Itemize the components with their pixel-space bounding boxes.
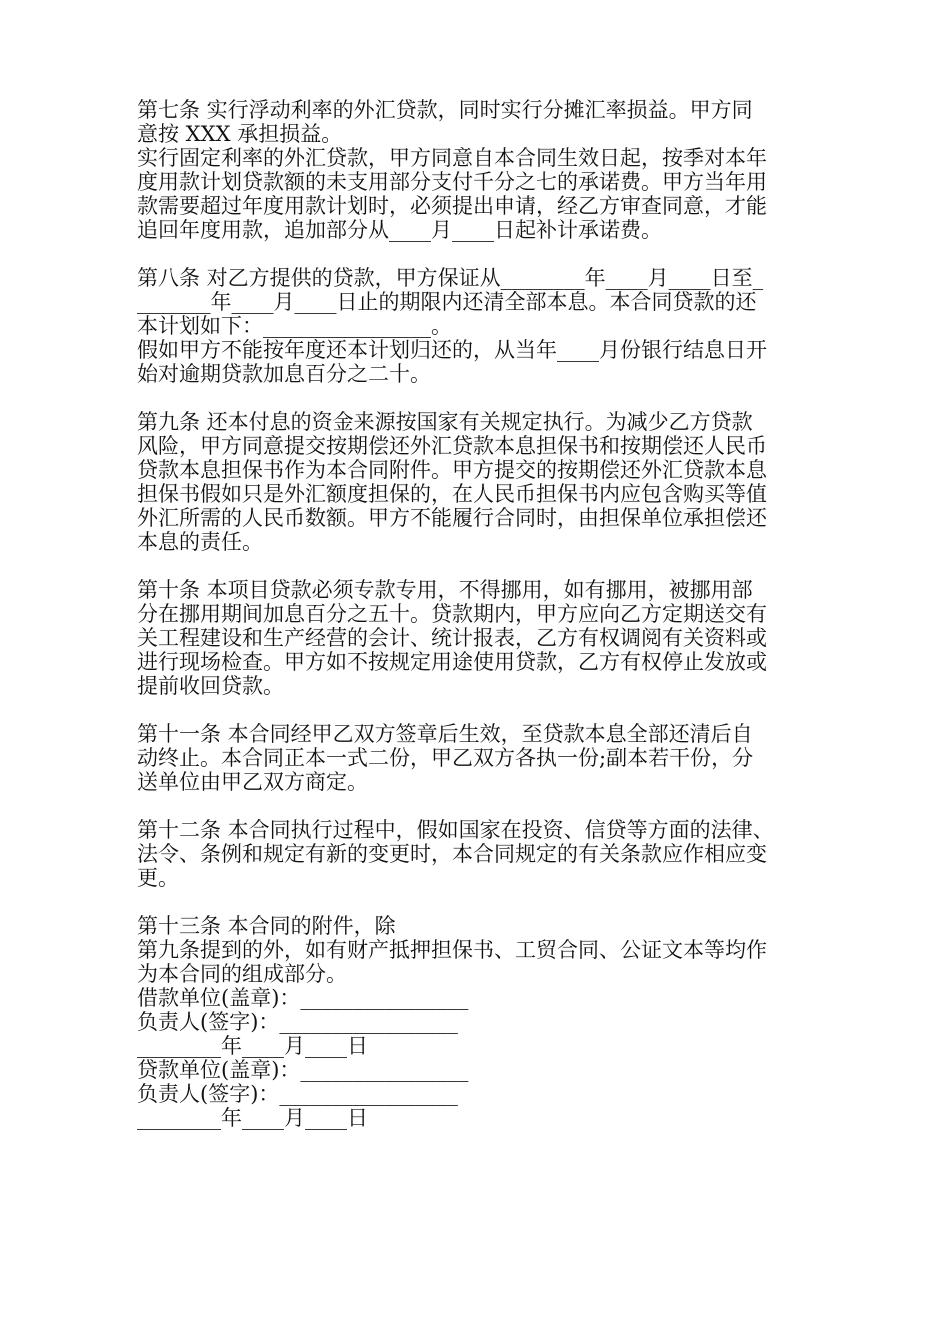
lender-signatory-line: 负责人(签字)：_________________ [137, 1082, 458, 1106]
lender-seal-line: 贷款单位(盖章)：________________ [137, 1058, 469, 1082]
clause-line: 为本合同的组成部分。 [137, 962, 347, 986]
clause-line: 本息的责任。 [137, 530, 263, 554]
paragraph-gap [137, 242, 827, 266]
clause-line: 第十条 本项目贷款必须专款专用，不得挪用，如有挪用，被挪用部 [137, 578, 753, 602]
clause-line: _______年____月____日止的期限内还清全部本息。本合同贷款的还 [137, 290, 757, 314]
clause-line: 贷款本息担保书作为本合同附件。甲方提交的按期偿还外汇贷款本息 [137, 458, 767, 482]
clause-line: 第十二条 本合同执行过程中，假如国家在投资、信贷等方面的法律、 [137, 818, 774, 842]
paragraph-gap [137, 794, 827, 818]
clause-line: 第九条提到的外，如有财产抵押担保书、工贸合同、公证文本等均作 [137, 938, 767, 962]
clause-line: 追回年度用款，追加部分从____月____日起补计承诺费。 [137, 218, 662, 242]
clause-line: 担保书假如只是外汇额度担保的，在人民币担保书内应包含购买等值 [137, 482, 767, 506]
clause-line: 第九条 还本付息的资金来源按国家有关规定执行。为减少乙方贷款 [137, 410, 753, 434]
clause-8 [137, 266, 827, 386]
clause-line: 送单位由甲乙双方商定。 [137, 770, 368, 794]
clause-line: 第八条 对乙方提供的贷款，甲方保证从________年____月____日至_ [137, 266, 764, 290]
clause-line: 风险，甲方同意提交按期偿还外汇贷款本息担保书和按期偿还人民币 [137, 434, 767, 458]
paragraph-gap [137, 554, 827, 578]
clause-line: 第十一条 本合同经甲乙双方签章后生效，至贷款本息全部还清后自 [137, 722, 753, 746]
clause-12 [137, 818, 827, 890]
clause-line: 实行固定利率的外汇贷款，甲方同意自本合同生效日起，按季对本年 [137, 146, 767, 170]
clause-line: 第七条 实行浮动利率的外汇贷款，同时实行分摊汇率损益。甲方同 [137, 98, 753, 122]
clause-line: 意按 XXX 承担损益。 [137, 122, 343, 146]
clause-line: 更。 [137, 866, 179, 890]
clause-7 [137, 98, 827, 242]
clause-line: 法令、条例和规定有新的变更时，本合同规定的有关条款应作相应变 [137, 842, 767, 866]
paragraph-gap [137, 698, 827, 722]
borrower-date-line: ________年____月____日 [137, 1034, 368, 1058]
clause-line: 始对逾期贷款加息百分之二十。 [137, 362, 431, 386]
borrower-signatory-line: 负责人(签字)：_________________ [137, 1010, 458, 1034]
clause-11 [137, 722, 827, 794]
contract-page [137, 98, 827, 1130]
clause-10 [137, 578, 827, 698]
clause-line: 分在挪用期间加息百分之五十。贷款期内，甲方应向乙方定期送交有 [137, 602, 767, 626]
clause-line: 款需要超过年度用款计划时，必须提出申请，经乙方审查同意，才能 [137, 194, 767, 218]
borrower-seal-line: 借款单位(盖章)：________________ [137, 986, 469, 1010]
clause-line: 第十三条 本合同的附件，除 [137, 914, 396, 938]
clause-line: 动终止。本合同正本一式二份，甲乙双方各执一份;副本若干份，分 [137, 746, 754, 770]
clause-line: 外汇所需的人民币数额。甲方不能履行合同时，由担保单位承担偿还 [137, 506, 767, 530]
paragraph-gap [137, 890, 827, 914]
lender-date-line: ________年____月____日 [137, 1106, 368, 1130]
paragraph-gap [137, 386, 827, 410]
clause-line: 本计划如下：________________。 [137, 314, 452, 338]
clause-9 [137, 410, 827, 554]
clause-line: 关工程建设和生产经营的会计、统计报表，乙方有权调阅有关资料或 [137, 626, 767, 650]
clause-line: 进行现场检查。甲方如不按规定用途使用贷款，乙方有权停止发放或 [137, 650, 767, 674]
clause-13 [137, 914, 827, 986]
clause-line: 度用款计划贷款额的未支用部分支付千分之七的承诺费。甲方当年用 [137, 170, 767, 194]
signature-block [137, 986, 827, 1130]
clause-line: 假如甲方不能按年度还本计划归还的，从当年____月份银行结息日开 [137, 338, 767, 362]
clause-line: 提前收回贷款。 [137, 674, 284, 698]
